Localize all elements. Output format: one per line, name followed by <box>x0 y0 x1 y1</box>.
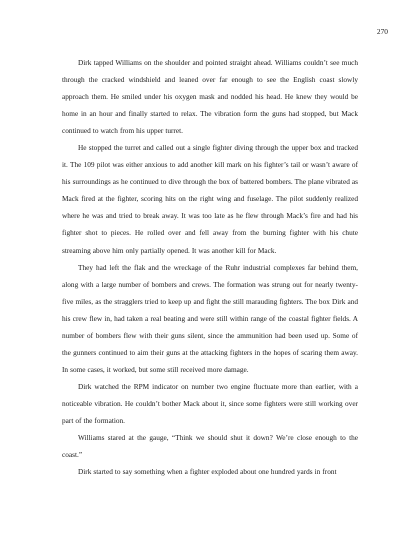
body-text <box>62 54 358 480</box>
paragraph-2: He stopped the turret and called out a single fighter diving through the upper box and tracked it. The 109 pilot was either anxious to add another kill mark on his fighter’s tail or wasn’t aware of his surroundings as he continued to dive through the box of battered bombers. The plane vibrated as Mack fired at the fighter, scoring hits on the right wing and fuselage. The pilot suddenly realized where he was and tried to break away. It was too late as he flew through Mack’s fire and had his fighter shot to pieces. He rolled over and fell away from the burning fighter with his chute streaming above him only partially opened. It was another kill for Mack. <box>62 143 358 255</box>
paragraph-6: Dirk started to say something when a fighter exploded about one hundred yards in front <box>78 467 337 477</box>
paragraph-5: Williams stared at the gauge, “Think we should shut it down? We’re close enough to the coast.” <box>62 433 358 460</box>
paragraph-3: They had left the flak and the wreckage of the Ruhr industrial complexes far behind them, along with a large number of bombers and crews. The formation was strung out for nearly twenty-five miles, as the stragglers tried to keep up and fight the still marauding fighters. The box Dirk and his crew flew in, had taken a real beating and were still within range of the coastal fighter fields. A number of bombers flew with their guns silent, since the ammunition had been used up. Some of the gunners continued to aim their guns at the attacking fighters in the hopes of scaring them away. In some cases, it worked, but some still received more damage. <box>62 262 358 374</box>
page-number: 270 <box>376 27 388 36</box>
paragraph-1: Dirk tapped Williams on the shoulder and pointed straight ahead. Williams couldn’t see much through the cracked windshield and leaned over far enough to see the English coast slowly approach them. He smiled under his oxygen mask and nodded his head. He knew they would be home in an hour and finally started to relax. The vibration form the guns had stopped, but Mack continued to watch from his upper turret. <box>62 58 358 136</box>
paragraph-4: Dirk watched the RPM indicator on number two engine fluctuate more than earlier, with a noticeable vibration. He couldn’t bother Mack about it, since some fighters were still working over part of the formation. <box>62 381 358 425</box>
